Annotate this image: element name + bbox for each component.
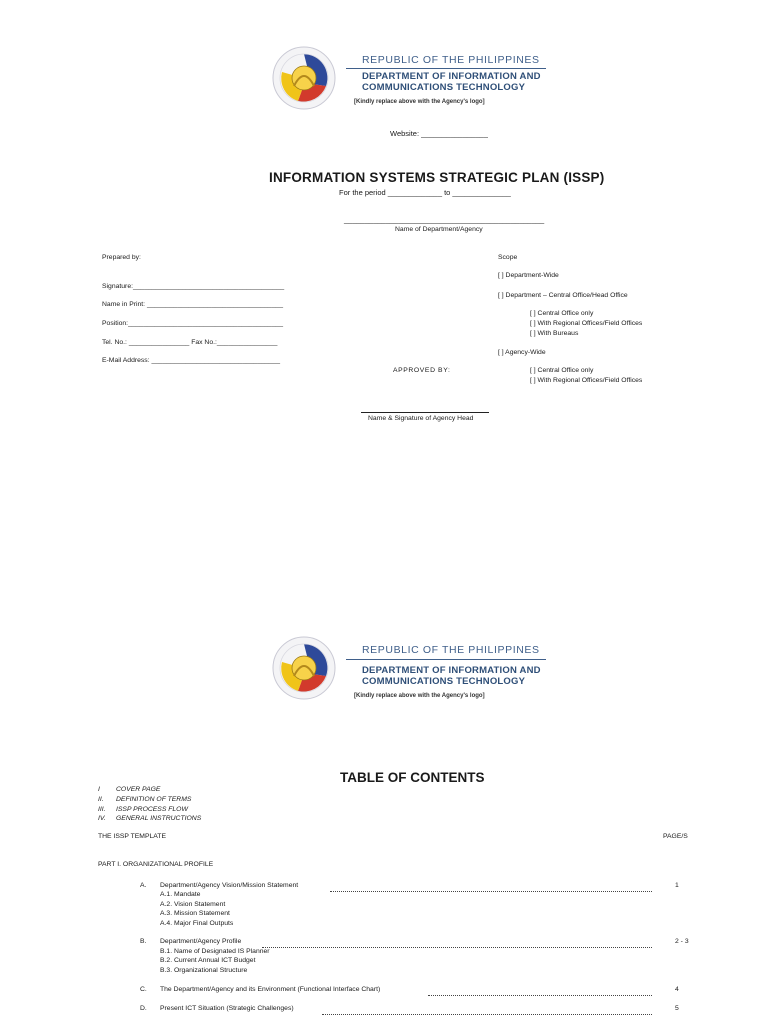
logo-note-2: [Kindly replace above with the Agency's logo]	[354, 693, 485, 699]
toc-process-flow: ISSP PROCESS FLOW	[116, 806, 188, 813]
scope-title: Scope	[498, 254, 518, 261]
scope-dept-sub-bureaus: [ ] With Bureaus	[530, 330, 579, 337]
name-in-print-field: Name in Print: ____________________________________	[102, 301, 284, 308]
toc-sub-item: B.1. Name of Designated IS Planner	[160, 948, 270, 955]
toc-definition-of-terms: DEFINITION OF TERMS	[116, 796, 192, 803]
toc-leader-dots	[322, 1014, 652, 1015]
toc-item-a-page: 1	[675, 882, 679, 889]
toc-item-b-page: 2 - 3	[675, 938, 689, 945]
scope-agency-sub-central: [ ] Central Office only	[530, 367, 594, 374]
email-field: E-Mail Address: __________________________________	[102, 357, 281, 364]
toc-sub-item: A.3. Mission Statement	[160, 910, 230, 917]
header2-dept-line2: COMMUNICATIONS TECHNOLOGY	[362, 676, 526, 687]
scope-dept-sub-central: [ ] Central Office only	[530, 310, 594, 317]
website-field: Website: ________________	[390, 129, 488, 138]
toc-cover-page: COVER PAGE	[116, 786, 161, 793]
period-field: For the period _____________ to ______________	[339, 188, 511, 197]
toc-item-b: Department/Agency Profile	[160, 938, 242, 945]
toc-sub-item: A.1. Mandate	[160, 891, 201, 898]
header-dept-line1: DEPARTMENT OF INFORMATION AND	[362, 71, 541, 82]
header2-dept-line1: DEPARTMENT OF INFORMATION AND	[362, 665, 541, 676]
agency-head-label: Name & Signature of Agency Head	[368, 415, 474, 422]
toc-item-letter: B.	[140, 938, 147, 945]
toc-item-a: Department/Agency Vision/Mission Statement	[160, 882, 299, 889]
agency-head-signature-line	[361, 412, 489, 413]
toc-item-letter: D.	[140, 1005, 147, 1012]
toc-page-label: PAGE/S	[663, 833, 688, 840]
toc-roman-num: IV.	[98, 815, 106, 822]
approved-by-label: APPROVED BY:	[393, 367, 451, 374]
toc-item-letter: A.	[140, 882, 147, 889]
agency-seal-logo	[272, 46, 336, 110]
scope-department-wide: [ ] Department-Wide	[498, 272, 559, 279]
scope-department-central: [ ] Department – Central Office/Head Office	[498, 292, 628, 299]
toc-item-c-page: 4	[675, 986, 679, 993]
agency-seal-logo-2	[272, 636, 336, 700]
position-field: Position:_________________________________________	[102, 320, 284, 327]
document-title: INFORMATION SYSTEMS STRATEGIC PLAN (ISSP)	[269, 170, 605, 185]
toc-roman-num: II.	[98, 796, 104, 803]
tel-fax-field: Tel. No.: ________________ Fax No.:________________	[102, 339, 278, 346]
toc-sub-item: B.2. Current Annual ICT Budget	[160, 957, 256, 964]
dept-blank-line: ________________________________________________	[344, 215, 545, 224]
toc-sub-item: B.3. Organizational Structure	[160, 967, 248, 974]
toc-roman-num: I	[98, 786, 100, 793]
scope-agency-wide: [ ] Agency-Wide	[498, 349, 546, 356]
toc-roman-num: III.	[98, 806, 106, 813]
toc-sub-item: A.2. Vision Statement	[160, 901, 226, 908]
toc-template-label: THE ISSP TEMPLATE	[98, 833, 166, 840]
toc-item-letter: C.	[140, 986, 147, 993]
dept-label: Name of Department/Agency	[395, 226, 483, 233]
header2-rule	[346, 659, 546, 660]
toc-item-d-page: 5	[675, 1005, 679, 1012]
toc-sub-item: A.4. Major Final Outputs	[160, 920, 234, 927]
prepared-by-label: Prepared by:	[102, 254, 141, 261]
toc-item-c: The Department/Agency and its Environment (Functional Interface Chart)	[160, 986, 381, 993]
toc-item-d: Present ICT Situation (Strategic Challenges)	[160, 1005, 294, 1012]
toc-leader-dots	[330, 891, 652, 892]
scope-dept-sub-regional: [ ] With Regional Offices/Field Offices	[530, 320, 643, 327]
toc-leader-dots	[428, 995, 652, 996]
toc-title: TABLE OF CONTENTS	[340, 770, 485, 785]
toc-leader-dots	[262, 947, 652, 948]
header2-republic: REPUBLIC OF THE PHILIPPINES	[362, 644, 540, 656]
scope-agency-sub-regional: [ ] With Regional Offices/Field Offices	[530, 377, 643, 384]
toc-part1: PART I. ORGANIZATIONAL PROFILE	[98, 861, 214, 868]
toc-general-instructions: GENERAL INSTRUCTIONS	[116, 815, 202, 822]
header-rule	[346, 68, 546, 69]
header-republic: REPUBLIC OF THE PHILIPPINES	[362, 54, 540, 66]
header-dept-line2: COMMUNICATIONS TECHNOLOGY	[362, 82, 526, 93]
signature-field: Signature:________________________________________	[102, 283, 285, 290]
logo-note: [Kindly replace above with the Agency's logo]	[354, 99, 485, 105]
